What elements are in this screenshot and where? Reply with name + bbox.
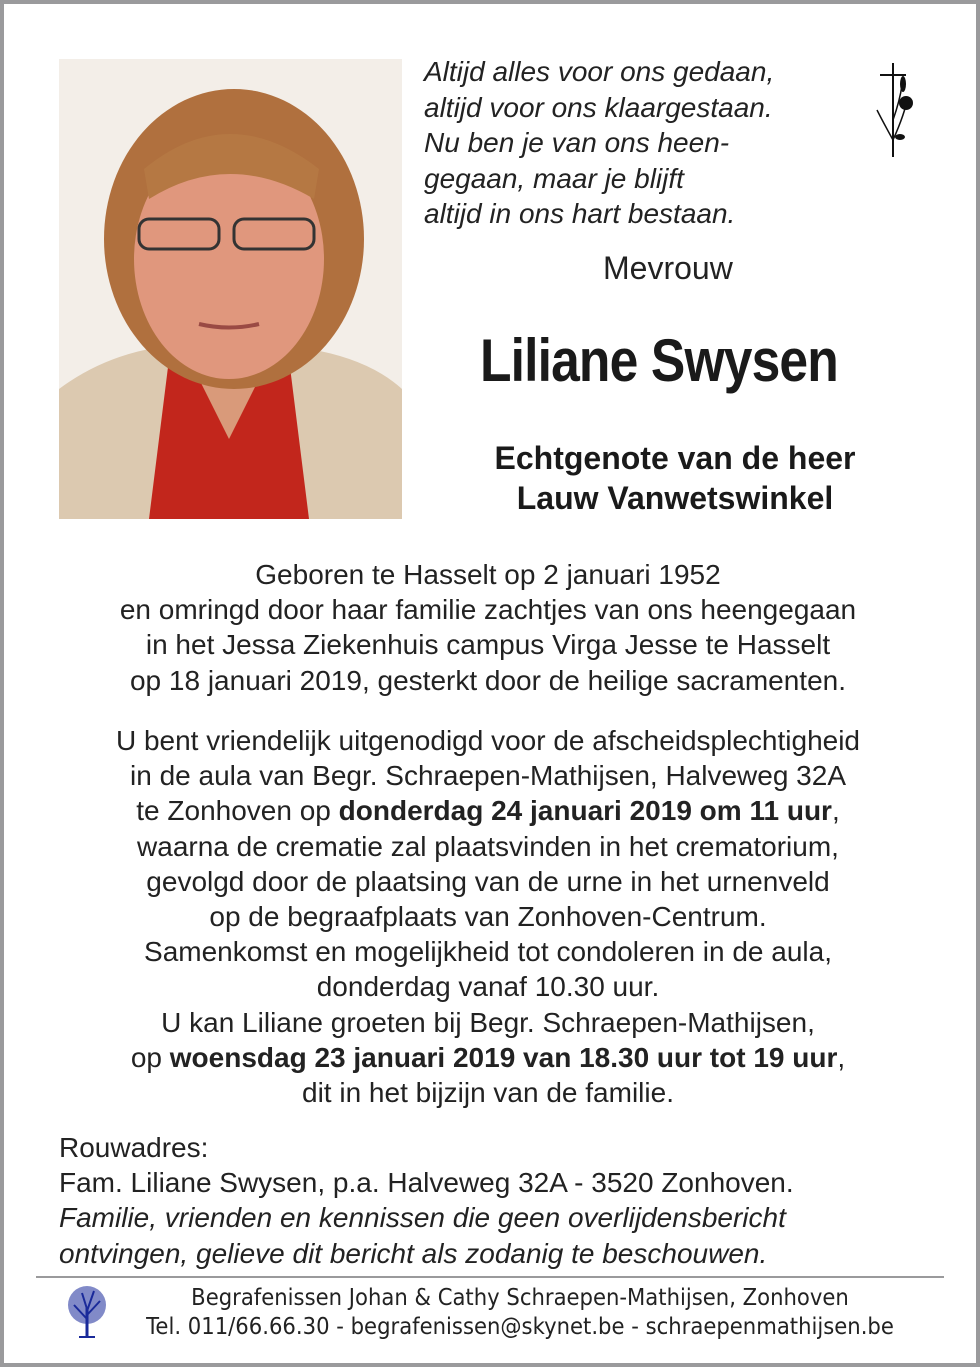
text-part: , [831, 795, 840, 827]
footer-divider [36, 1276, 944, 1278]
text-line [40, 1040, 936, 1075]
portrait-photo [59, 59, 402, 519]
notice-note: Familie, vrienden en kennissen die geen overlijdensbericht [59, 1202, 786, 1234]
notice-note: ontvingen, gelieve dit bericht als zodanig te beschouwen. [59, 1237, 768, 1269]
text-line [40, 793, 936, 828]
spouse-name: Lauw Vanwetswinkel [516, 480, 834, 516]
poem-line: Nu ben je van ons heen- [424, 127, 730, 158]
text-line: op de begraafplaats van Zonhoven-Centrum. [209, 901, 767, 933]
text-line: in het Jessa Ziekenhuis campus Virga Jesse te Hasselt [145, 629, 831, 661]
mourning-address [59, 1130, 794, 1271]
funeral-home-contact: Tel. 011/66.66.30 - begrafenissen@skynet.be - schraepenmathijsen.be [146, 1314, 894, 1340]
text-line: U bent vriendelijk uitgenodigd voor de afscheidsplechtigheid [115, 725, 861, 756]
poem-line: altijd in ons hart bestaan. [424, 198, 736, 229]
poem-line: altijd voor ons klaargestaan. [424, 91, 773, 123]
text-part: , [837, 1041, 846, 1073]
memorial-poem [424, 54, 774, 232]
text-line: Samenkomst en mogelijkheid tot condoleren in de aula, [144, 936, 832, 968]
ceremony-text [40, 723, 936, 1110]
poem-line: Altijd alles voor ons gedaan, [424, 56, 775, 87]
ceremony-date: donderdag 24 januari 2019 om 11 uur [338, 795, 832, 827]
text-line: op 18 januari 2019, gesterkt door de heilige sacramenten. [129, 664, 847, 696]
text-line: gevolgd door de plaatsing van de urne in het urnenveld [146, 865, 830, 897]
text-part: te Zonhoven op [136, 795, 339, 827]
text-line: U kan Liliane groeten bij Begr. Schraepen-Mathijsen, [161, 1006, 815, 1038]
deceased-name: Liliane Swysen [480, 327, 838, 394]
poem-line: gegaan, maar je blijft [424, 162, 684, 194]
funeral-home-name: Begrafenissen Johan & Cathy Schraepen-Mathijsen, Zonhoven [191, 1285, 849, 1311]
text-line: en omringd door haar familie zachtjes van ons heengegaan [119, 594, 857, 626]
cross-rose-icon [872, 60, 920, 165]
spouse-info [440, 438, 910, 518]
text-line: in de aula van Begr. Schraepen-Mathijsen, Halveweg 32A [130, 760, 846, 792]
address-label: Rouwadres: [59, 1132, 209, 1163]
visitation-date: woensdag 23 januari 2019 van 18.30 uur tot 19 uur [169, 1041, 838, 1073]
text-line: donderdag vanaf 10.30 uur. [316, 971, 660, 1003]
funeral-home-footer [143, 1284, 897, 1342]
text-line: Geboren te Hasselt op 2 januari 1952 [255, 559, 721, 590]
tree-logo-icon [64, 1285, 110, 1344]
text-part: op [130, 1041, 170, 1073]
text-line: waarna de crematie zal plaatsvinden in het crematorium, [137, 830, 839, 862]
address-line: Fam. Liliane Swysen, p.a. Halveweg 32A - 3520 Zonhoven. [59, 1167, 794, 1199]
spouse-line: Echtgenote van de heer [494, 440, 856, 476]
birth-death-text [40, 557, 936, 698]
honorific: Mevrouw [603, 250, 733, 286]
text-line: dit in het bijzijn van de familie. [302, 1077, 674, 1109]
